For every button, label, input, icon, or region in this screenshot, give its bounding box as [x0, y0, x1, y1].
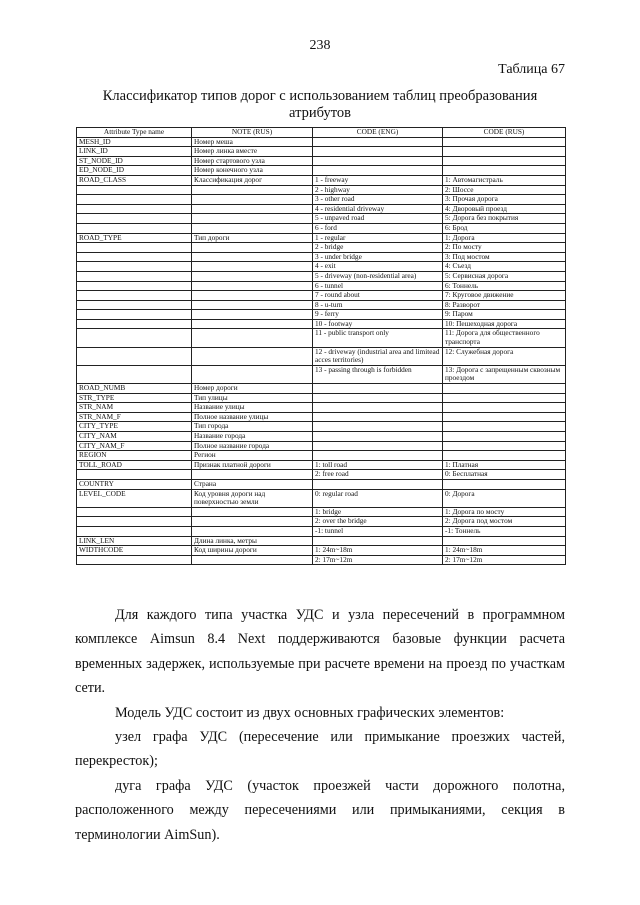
code-eng-cell [313, 479, 443, 489]
note-cell [192, 300, 313, 310]
attribute-cell: COUNTRY [77, 479, 192, 489]
code-eng-cell [313, 147, 443, 157]
code-eng-cell: 4 - exit [313, 262, 443, 272]
code-eng-cell [313, 412, 443, 422]
attribute-cell [77, 252, 192, 262]
code-rus-cell: 1: Автомагистраль [443, 175, 566, 185]
table-row [77, 147, 566, 157]
attribute-cell: ROAD_NUMB [77, 384, 192, 394]
note-cell [192, 365, 313, 383]
code-rus-cell: 4: Съезд [443, 262, 566, 272]
attribute-cell: MESH_ID [77, 137, 192, 147]
paragraph: дуга графа УДС (участок проезжей части дорожного полотна, расположенного между пересечениями или примыканиями, секция в терминологии AimSun). [75, 777, 565, 843]
attribute-cell [77, 223, 192, 233]
attribute-cell: STR_NAM_F [77, 412, 192, 422]
note-cell: Регион [192, 451, 313, 461]
attribute-cell: REGION [77, 451, 192, 461]
code-eng-cell [313, 432, 443, 442]
table-row [77, 365, 566, 383]
code-rus-cell [443, 536, 566, 546]
code-eng-cell [313, 393, 443, 403]
code-eng-cell: -1: tunnel [313, 526, 443, 536]
table-row [77, 329, 566, 347]
code-rus-cell: 0: Бесплатная [443, 470, 566, 480]
note-cell [192, 214, 313, 224]
table-row [77, 204, 566, 214]
attribute-cell [77, 262, 192, 272]
code-rus-cell [443, 412, 566, 422]
attribute-cell: ROAD_CLASS [77, 175, 192, 185]
code-eng-cell: 12 - driveway (industrial area and limitead acces territories) [313, 347, 443, 365]
table-body [77, 137, 566, 565]
table-row [77, 526, 566, 536]
table-title: Классификатор типов дорог с использованием таблиц преобразования атрибутов [102, 88, 538, 121]
table-row [77, 451, 566, 461]
note-cell: Полное название улицы [192, 412, 313, 422]
code-rus-cell: 6: Тоннель [443, 281, 566, 291]
header-code-eng: CODE (ENG) [313, 128, 443, 138]
classifier-table [76, 127, 566, 565]
code-rus-cell [443, 479, 566, 489]
code-rus-cell: 9: Паром [443, 310, 566, 320]
note-cell: Название города [192, 432, 313, 442]
attribute-cell: CITY_NAM [77, 432, 192, 442]
note-cell [192, 262, 313, 272]
code-eng-cell: 9 - ferry [313, 310, 443, 320]
code-eng-cell: 13 - passing through is forbidden [313, 365, 443, 383]
table-header-row [77, 128, 566, 138]
note-cell: Номер конечного узла [192, 166, 313, 176]
code-rus-cell: 2: Дорога под мостом [443, 517, 566, 527]
code-eng-cell: 2 - bridge [313, 243, 443, 253]
code-eng-cell: 0: regular road [313, 489, 443, 507]
note-cell [192, 555, 313, 565]
code-eng-cell: 2: over the bridge [313, 517, 443, 527]
table-row [77, 470, 566, 480]
note-cell [192, 526, 313, 536]
code-rus-cell [443, 137, 566, 147]
attribute-cell: LINK_LEN [77, 536, 192, 546]
attribute-cell: LINK_ID [77, 147, 192, 157]
note-cell [192, 319, 313, 329]
attribute-cell [77, 517, 192, 527]
code-rus-cell: 1: Дорога по мосту [443, 507, 566, 517]
note-cell [192, 291, 313, 301]
table-row [77, 507, 566, 517]
attribute-cell: STR_TYPE [77, 393, 192, 403]
code-rus-cell [443, 451, 566, 461]
table-row [77, 243, 566, 253]
table-row [77, 412, 566, 422]
code-rus-cell: 4: Дворовый проезд [443, 204, 566, 214]
code-eng-cell: 1: toll road [313, 460, 443, 470]
code-eng-cell [313, 137, 443, 147]
page-number: 238 [309, 38, 331, 53]
table-row [77, 262, 566, 272]
table-row [77, 432, 566, 442]
code-rus-cell [443, 156, 566, 166]
attribute-cell: LEVEL_CODE [77, 489, 192, 507]
table-row [77, 479, 566, 489]
note-cell: Классификация дорог [192, 175, 313, 185]
note-cell: Номер стартового узла [192, 156, 313, 166]
note-cell [192, 329, 313, 347]
code-rus-cell: -1: Тоннель [443, 526, 566, 536]
code-rus-cell [443, 403, 566, 413]
table-row [77, 252, 566, 262]
attribute-cell [77, 319, 192, 329]
body-text [75, 603, 565, 847]
paragraph: узел графа УДС (пересечение или примыкание проезжих частей, перекресток); [75, 729, 565, 770]
code-eng-cell: 10 - footway [313, 319, 443, 329]
code-rus-cell: 0: Дорога [443, 489, 566, 507]
code-rus-cell: 2: По мосту [443, 243, 566, 253]
note-cell: Номер дороги [192, 384, 313, 394]
code-eng-cell: 6 - ford [313, 223, 443, 233]
table-row [77, 310, 566, 320]
table-row [77, 281, 566, 291]
table-row [77, 393, 566, 403]
code-eng-cell: 5 - unpaved road [313, 214, 443, 224]
attribute-cell: ED_NODE_ID [77, 166, 192, 176]
table-row [77, 517, 566, 527]
table-row [77, 175, 566, 185]
note-cell [192, 507, 313, 517]
table-row [77, 271, 566, 281]
code-rus-cell: 7: Круговое движение [443, 291, 566, 301]
table-row [77, 300, 566, 310]
note-cell: Номер линка вместе [192, 147, 313, 157]
table-row [77, 422, 566, 432]
code-rus-cell [443, 393, 566, 403]
note-cell [192, 347, 313, 365]
code-eng-cell: 2 - highway [313, 185, 443, 195]
code-eng-cell: 2: free road [313, 470, 443, 480]
table-label: Таблица 67 [498, 62, 565, 77]
table-row [77, 460, 566, 470]
attribute-cell [77, 243, 192, 253]
paragraph: Для каждого типа участка УДС и узла пересечений в программном комплексе Aimsun 8.4 Next поддерживаются базовые функции расчета временных задержек, используемые при расчете времени на проезд по участкам сети. [75, 607, 565, 697]
table-row [77, 319, 566, 329]
code-rus-cell [443, 166, 566, 176]
note-cell: Тип города [192, 422, 313, 432]
table-row [77, 233, 566, 243]
table-row [77, 384, 566, 394]
code-eng-cell [313, 451, 443, 461]
code-eng-cell [313, 156, 443, 166]
code-rus-cell: 5: Сервисная дорога [443, 271, 566, 281]
note-cell [192, 223, 313, 233]
attribute-cell [77, 214, 192, 224]
code-eng-cell [313, 403, 443, 413]
table-row [77, 546, 566, 556]
code-rus-cell: 13: Дорога с запрещенным сквозным проездом [443, 365, 566, 383]
code-eng-cell: 8 - u-turn [313, 300, 443, 310]
code-rus-cell: 6: Брод [443, 223, 566, 233]
note-cell: Страна [192, 479, 313, 489]
code-eng-cell [313, 422, 443, 432]
code-rus-cell: 10: Пешеходная дорога [443, 319, 566, 329]
code-eng-cell: 1: 24m~18m [313, 546, 443, 556]
attribute-cell [77, 365, 192, 383]
code-rus-cell [443, 422, 566, 432]
code-eng-cell [313, 441, 443, 451]
code-rus-cell [443, 384, 566, 394]
attribute-cell [77, 329, 192, 347]
note-cell [192, 204, 313, 214]
code-eng-cell: 6 - tunnel [313, 281, 443, 291]
attribute-cell [77, 470, 192, 480]
table-row [77, 403, 566, 413]
note-cell [192, 271, 313, 281]
attribute-cell [77, 507, 192, 517]
note-cell: Признак платной дороги [192, 460, 313, 470]
code-eng-cell: 3 - other road [313, 195, 443, 205]
attribute-cell [77, 310, 192, 320]
attribute-cell [77, 195, 192, 205]
code-rus-cell: 2: 17m~12m [443, 555, 566, 565]
attribute-cell [77, 291, 192, 301]
code-eng-cell: 2: 17m~12m [313, 555, 443, 565]
code-rus-cell: 1: Платная [443, 460, 566, 470]
code-rus-cell: 1: 24m~18m [443, 546, 566, 556]
table-row [77, 223, 566, 233]
attribute-cell [77, 185, 192, 195]
note-cell: Номер меша [192, 137, 313, 147]
note-cell [192, 281, 313, 291]
note-cell: Полное название города [192, 441, 313, 451]
code-rus-cell [443, 441, 566, 451]
code-eng-cell: 11 - public transport only [313, 329, 443, 347]
attribute-cell: ROAD_TYPE [77, 233, 192, 243]
attribute-cell: CITY_TYPE [77, 422, 192, 432]
code-eng-cell: 1 - freeway [313, 175, 443, 185]
code-eng-cell [313, 384, 443, 394]
code-rus-cell: 3: Под мостом [443, 252, 566, 262]
table-row [77, 185, 566, 195]
attribute-cell [77, 555, 192, 565]
code-rus-cell: 12: Служебная дорога [443, 347, 566, 365]
table-row [77, 489, 566, 507]
table-row [77, 291, 566, 301]
code-eng-cell: 3 - under bridge [313, 252, 443, 262]
code-eng-cell: 5 - driveway (non-residential area) [313, 271, 443, 281]
table-row [77, 195, 566, 205]
table-row [77, 166, 566, 176]
paragraph: Модель УДС состоит из двух основных графических элементов: [115, 704, 505, 721]
code-rus-cell: 1: Дорога [443, 233, 566, 243]
attribute-cell [77, 271, 192, 281]
attribute-cell: STR_NAM [77, 403, 192, 413]
attribute-cell [77, 281, 192, 291]
note-cell [192, 195, 313, 205]
note-cell [192, 470, 313, 480]
code-rus-cell: 3: Прочая дорога [443, 195, 566, 205]
code-eng-cell: 7 - round about [313, 291, 443, 301]
attribute-cell: ST_NODE_ID [77, 156, 192, 166]
header-attribute: Attribute Type name [77, 128, 192, 138]
note-cell: Код ширины дороги [192, 546, 313, 556]
code-rus-cell: 11: Дорога для общественного транспорта [443, 329, 566, 347]
code-rus-cell [443, 432, 566, 442]
attribute-cell: CITY_NAM_F [77, 441, 192, 451]
table-row [77, 555, 566, 565]
note-cell: Тип дороги [192, 233, 313, 243]
note-cell [192, 252, 313, 262]
note-cell [192, 517, 313, 527]
header-code-rus: CODE (RUS) [443, 128, 566, 138]
note-cell [192, 310, 313, 320]
note-cell [192, 185, 313, 195]
attribute-cell [77, 526, 192, 536]
code-eng-cell: 1: bridge [313, 507, 443, 517]
note-cell [192, 243, 313, 253]
code-rus-cell [443, 147, 566, 157]
code-eng-cell [313, 166, 443, 176]
table-row [77, 536, 566, 546]
table-row [77, 137, 566, 147]
note-cell: Код уровня дороги над поверхностью земли [192, 489, 313, 507]
code-rus-cell: 8: Разворот [443, 300, 566, 310]
note-cell: Тип улицы [192, 393, 313, 403]
code-eng-cell [313, 536, 443, 546]
table-row [77, 441, 566, 451]
table-row [77, 156, 566, 166]
code-rus-cell: 2: Шоссе [443, 185, 566, 195]
attribute-cell [77, 347, 192, 365]
table-row [77, 214, 566, 224]
header-note: NOTE (RUS) [192, 128, 313, 138]
attribute-cell [77, 204, 192, 214]
code-eng-cell: 1 - regular [313, 233, 443, 243]
attribute-cell: WIDTHCODE [77, 546, 192, 556]
code-rus-cell: 5: Дорога без покрытия [443, 214, 566, 224]
note-cell: Длина линка, метры [192, 536, 313, 546]
table-row [77, 347, 566, 365]
attribute-cell: TOLL_ROAD [77, 460, 192, 470]
code-eng-cell: 4 - residential driveway [313, 204, 443, 214]
attribute-cell [77, 300, 192, 310]
note-cell: Название улицы [192, 403, 313, 413]
